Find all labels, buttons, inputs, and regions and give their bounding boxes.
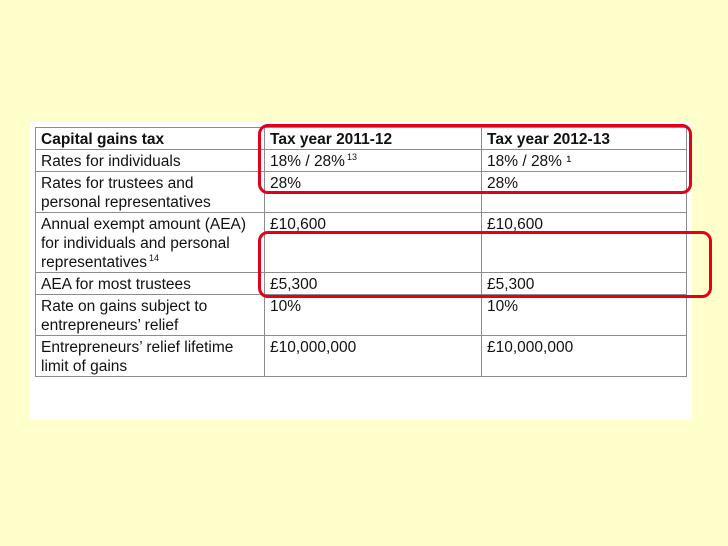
footnote-marker: 13	[346, 152, 357, 162]
cell-2012-13: 10%	[482, 295, 687, 336]
row-label-line: AEA for most trustees	[41, 276, 191, 293]
row-label-line: entrepreneurs’ relief	[41, 317, 179, 334]
cell-2011-12	[265, 150, 482, 172]
row-rates-for-trustees	[36, 172, 687, 213]
row-label-line: limit of gains	[41, 358, 128, 375]
cell-2012-13: £10,600	[482, 213, 687, 273]
row-label-line: Rates for individuals	[41, 153, 181, 170]
table-header-row	[36, 128, 687, 150]
row-label	[36, 213, 265, 273]
footnote-marker: 14	[148, 253, 159, 263]
cell-2012-13	[482, 150, 687, 172]
row-label-line-last	[41, 253, 259, 272]
table-image	[30, 122, 692, 420]
cell-value: 18% / 28% ¹	[487, 153, 572, 170]
row-label-line: Rate on gains subject to	[41, 298, 208, 315]
cell-2011-12: £5,300	[265, 273, 482, 295]
cell-value: 18% / 28%	[270, 153, 345, 170]
row-rates-for-individuals	[36, 150, 687, 172]
row-label	[36, 273, 265, 295]
header-tax-year-2011-12: Tax year 2011-12	[265, 128, 482, 150]
row-label	[36, 336, 265, 377]
header-tax-year-2012-13: Tax year 2012-13	[482, 128, 687, 150]
row-label-text: representatives	[41, 254, 147, 271]
row-label	[36, 150, 265, 172]
header-capital-gains-tax: Capital gains tax	[36, 128, 265, 150]
row-label	[36, 172, 265, 213]
row-label-line: Rates for trustees and	[41, 175, 194, 192]
row-label-line: for individuals and personal	[41, 235, 230, 252]
row-rate-entrepreneurs-relief	[36, 295, 687, 336]
cell-2011-12: 28%	[265, 172, 482, 213]
cell-2011-12: 10%	[265, 295, 482, 336]
cell-2012-13: £5,300	[482, 273, 687, 295]
row-label-line: Annual exempt amount (AEA)	[41, 216, 247, 233]
row-label-line: personal representatives	[41, 194, 211, 211]
cell-2012-13: £10,000,000	[482, 336, 687, 377]
row-entrepreneurs-relief-limit	[36, 336, 687, 377]
capital-gains-tax-table	[35, 127, 687, 377]
cell-2011-12: £10,600	[265, 213, 482, 273]
row-label	[36, 295, 265, 336]
row-aea-for-most-trustees	[36, 273, 687, 295]
cell-2011-12: £10,000,000	[265, 336, 482, 377]
cell-2012-13: 28%	[482, 172, 687, 213]
row-label-line: Entrepreneurs’ relief lifetime	[41, 339, 234, 356]
row-annual-exempt-amount	[36, 213, 687, 273]
